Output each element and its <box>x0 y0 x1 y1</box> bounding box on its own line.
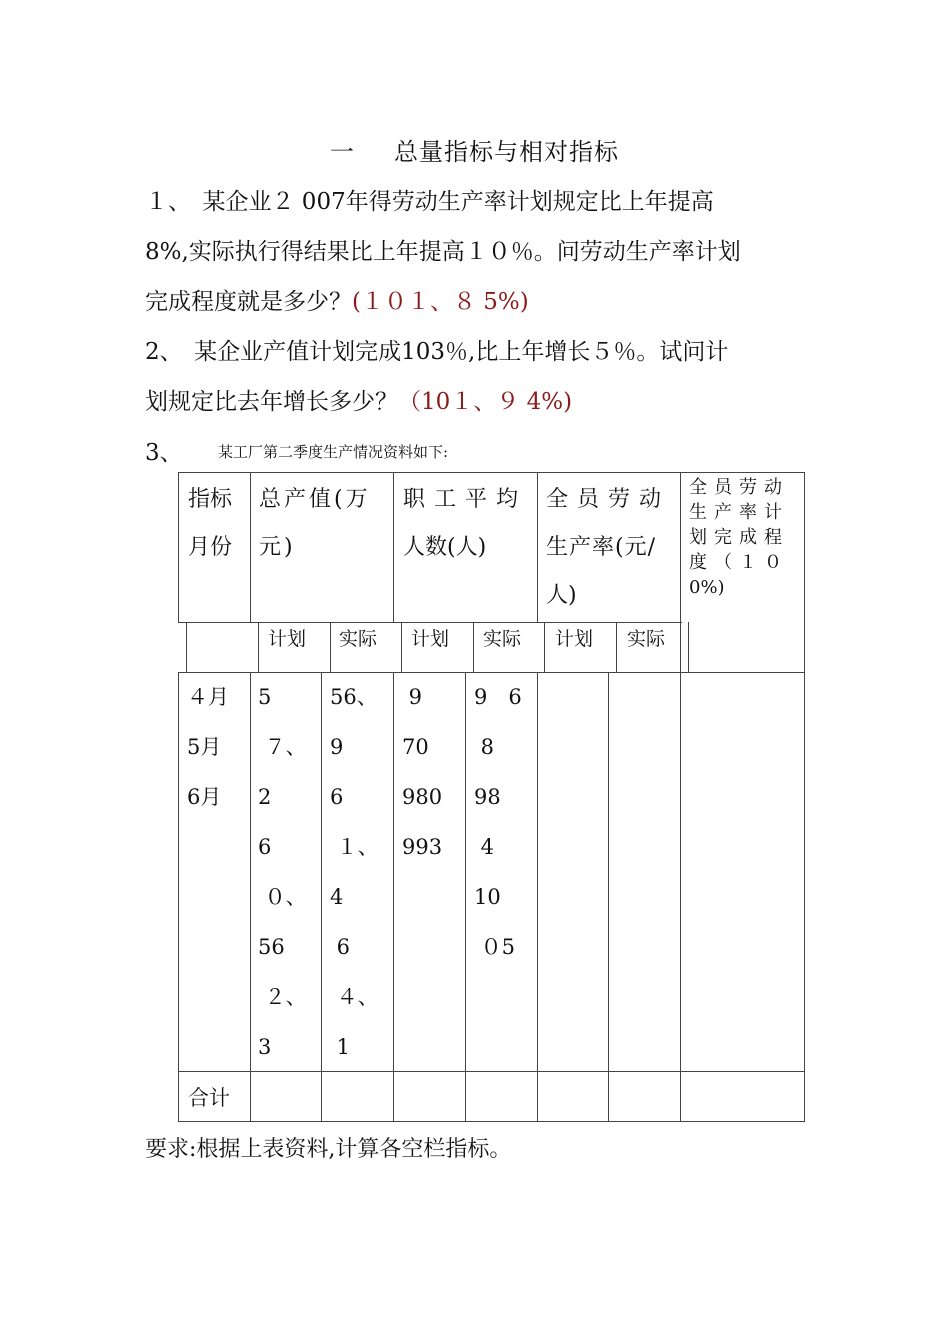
months-cell: ４月 5月 6月 <box>187 685 229 809</box>
q1-line3 <box>145 283 529 316</box>
actual-staff-cell: 9 6 8 98 4 10 ０5 <box>474 685 522 959</box>
subheader-plan-productivity: 计划 <box>555 628 594 650</box>
q2-answer: （10１、９ 4%) <box>398 389 573 415</box>
actual-value-cell: 56、 9 6 １、 4 6 ４、 1 <box>330 685 379 1059</box>
page-title <box>330 132 619 167</box>
q1-line1: １、 某企业２ 007年得劳动生产率计划规定比上年提高 <box>145 189 714 215</box>
q3-number: 3、 <box>145 440 183 466</box>
header-productivity: 全员劳动 生产率(元/ 人) <box>546 487 671 608</box>
q1-line2: 8%,实际执行得结果比上年提高１０％。问劳动生产率计划 <box>145 239 741 265</box>
subheader-actual-value: 实际 <box>339 628 378 650</box>
total-label: 合计 <box>188 1086 230 1110</box>
header-avg-staff: 职工平均 人数(人) <box>403 487 528 560</box>
subheader-plan-staff: 计划 <box>411 628 450 650</box>
subheader-actual-staff: 实际 <box>483 628 522 650</box>
requirement-text: 要求:根据上表资料,计算各空栏指标。 <box>145 1137 512 1162</box>
title-number: 一 <box>330 138 355 166</box>
q3-intro: 某工厂第二季度生产情况资料如下: <box>218 443 449 461</box>
subheader-actual-productivity: 实际 <box>627 628 666 650</box>
plan-staff-cell: 9 70 980 993 <box>402 685 443 859</box>
header-output-value: 总产值(万 元) <box>259 487 371 560</box>
header-indicator: 指标 月份 <box>188 487 233 560</box>
title-text: 总量指标与相对指标 <box>394 138 619 166</box>
plan-value-cell: 5 ７、 2 6 ０、 56 ２、 3 <box>258 685 307 1059</box>
header-plan-completion: 全员劳动 生产率计 划完成程 度（１０ 0%) <box>689 477 789 598</box>
q2-line2 <box>145 383 572 416</box>
q1-line3-text: 完成程度就是多少？ <box>145 289 352 315</box>
subheader-plan-value: 计划 <box>268 628 307 650</box>
q1-answer: (１０１、８ 5%) <box>352 289 529 315</box>
q2-line2-text: 划规定比去年增长多少？ <box>145 389 398 415</box>
q2-line1: 2、 某企业产值计划完成103％,比上年增长５％。试问计 <box>145 339 729 365</box>
